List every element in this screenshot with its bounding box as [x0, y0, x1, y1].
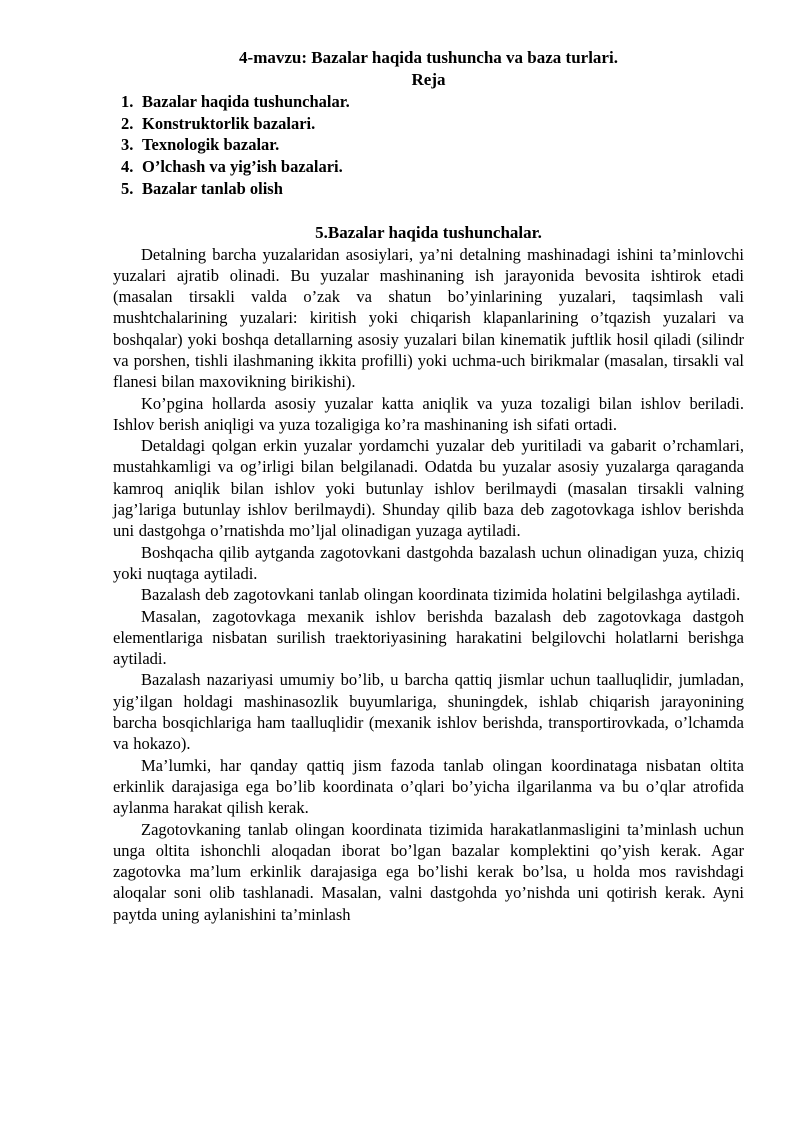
document-body: [113, 244, 744, 926]
plan-item-number: 1.: [121, 92, 134, 111]
body-paragraph: Detalning barcha yuzalaridan asosiylari, ya’ni detalning mashinadagi ishini ta’minlovchi yuzalari ajratib olinadi. Bu yuzalar mashinaning ish jarayonida bevosita ishtirok etadi (masalan tirsakli valda o’zak va shatun bo’yinlarining yuzalari, taqsimlash vali mushtchalarining yuzalari: kiritish yoki chiqarish klapanlarining o’tqazish yuzalari va boshqalar) yoki boshqa detallarning asosiy yuzalari bilan kinematik juftlik hosil qiladi (silindr va porshen, tishli ilashmaning ikkita profilli) yoki uchma-uch birikmalar (masalan, tirsakli val flanesi bilan maxovikning birikishi).: [113, 244, 744, 392]
body-paragraph: Detaldagi qolgan erkin yuzalar yordamchi yuzalar deb yuritiladi va gabarit o’rchamlari, mustahkamligi va og’irligi bilan belgilanadi. Odatda bu yuzalar asosiy yuzalarga qaraganda kamroq aniqlik bilan ishlov yoki butunlay ishlov berilmaydi (masalan tirsakli valning jag’lariga butunlay ishlov berilmaydi). Shunday qilib baza deb zagotovkaga ishlov berishda uni dastgohga o’rnatishda mo’ljal olinadigan yuzaga aytiladi.: [113, 436, 744, 541]
plan-item-label: Bazalar tanlab olish: [142, 178, 283, 198]
body-paragraph: Bazalash nazariyasi umumiy bo’lib, u barcha qattiq jismlar uchun taalluqlidir, jumladan, yig’ilgan holdagi mashinasozlik buyumlariga, shuningdek, ishlab chiqarish jarayonining barcha bosqichlariga ham taalluqlidir (mexanik ishlov berishda, transportirovkada, o’lchamda va hokazo).: [113, 670, 744, 754]
plan-item-label: Texnologik bazalar.: [142, 135, 280, 155]
plan-item-label: Bazalar haqida tushunchalar.: [142, 92, 350, 111]
plan-list: [113, 91, 744, 200]
plan-item-number: 5.: [121, 178, 134, 198]
document-title: 4-mavzu: Bazalar haqida tushuncha va baza turlari.: [239, 48, 618, 67]
section-heading: 5.Bazalar haqida tushunchalar.: [315, 222, 542, 242]
plan-item-label: O’lchash va yig’ish bazalari.: [142, 157, 343, 177]
plan-item-number: 2.: [121, 113, 134, 133]
plan-item-number: 3.: [121, 135, 134, 155]
plan-item-label: Konstruktorlik bazalari.: [142, 113, 316, 133]
body-paragraph: Bazalash deb zagotovkani tanlab olingan koordinata tizimida holatini belgilashga aytiladi.: [141, 585, 741, 605]
plan-heading: Reja: [411, 70, 446, 89]
body-paragraph: Boshqacha qilib aytganda zagotovkani dastgohda bazalash uchun olinadigan yuza, chiziq yoki nuqtaga aytiladi.: [113, 542, 744, 583]
plan-item: [121, 91, 744, 113]
plan-item-number: 4.: [121, 157, 134, 177]
plan-item: [121, 113, 744, 135]
body-paragraph: Zagotovkaning tanlab olingan koordinata tizimida harakatlanmasligini ta’minlash uchun unga oltita ishonchli aloqadan iborat bo’lgan bazalar komplektini qo’yish kerak. Agar zagotovka ma’lum erkinlik darajasiga ega bo’lishi kerak bo’lsa, u holda mos ravishdagi aloqalar soni olib tashlanadi. Masalan, valni dastgohda yo’nishda uni qotirish kerak. Ayni paytda uning aylanishini ta’minlash: [113, 819, 744, 924]
body-paragraph: Ma’lumki, har qanday qattiq jism fazoda tanlab olingan koordinataga nisbatan oltita erkinlik darajasiga ega bo’lib koordinata o’qlari bo’yicha ilgarilanma va bu o’qlar atrofida aylanma harakat qilish kerak.: [113, 755, 744, 818]
plan-item: [121, 134, 744, 156]
body-paragraph: Masalan, zagotovkaga mexanik ishlov berishda bazalash deb zagotovkaga dastgoh elementlariga nisbatan surilish traektoriyasining harakatini belgilovchi holatlarni berishga aytiladi.: [113, 606, 744, 669]
plan-item: [121, 156, 744, 178]
plan-item: [121, 178, 744, 200]
body-paragraph: Ko’pgina hollarda asosiy yuzalar katta aniqlik va yuza tozaligi bilan ishlov beriladi. Ishlov berish aniqligi va yuza tozaligiga ko’ra mashinaning ish sifati ortadi.: [113, 393, 744, 434]
